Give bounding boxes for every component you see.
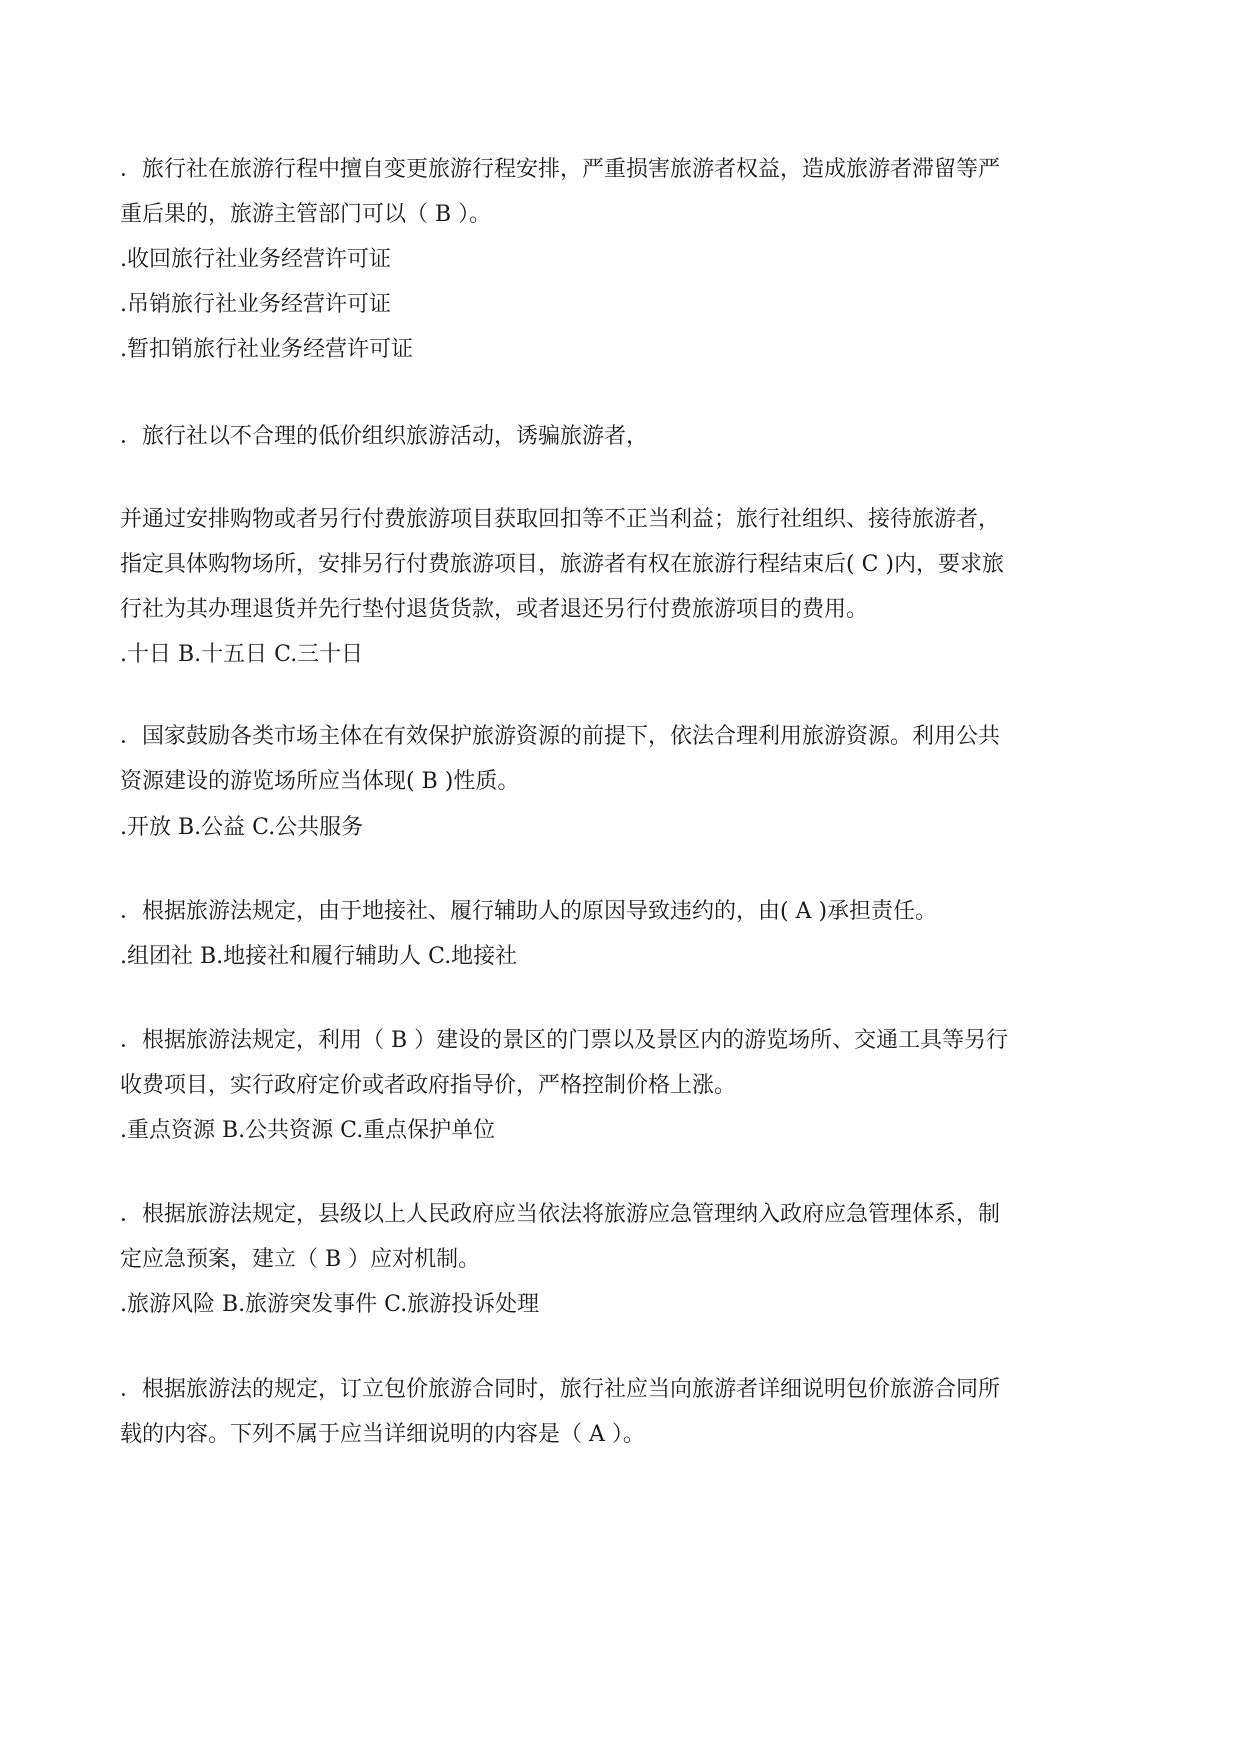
question-5-stem-line-2: 收费项目，实行政府定价或者政府指导价，严格控制价格上涨。 bbox=[120, 1073, 737, 1098]
question-4-options: .组团社 B.地接社和履行辅助人 C.地接社 bbox=[120, 944, 518, 969]
question-2-stem-line-1: ．旅行社以不合理的低价组织旅游活动，诱骗旅游者， bbox=[120, 424, 649, 449]
question-1-stem-line-1: ．旅行社在旅游行程中擅自变更旅游行程安排，严重损害旅游者权益，造成旅游者滞留等严 bbox=[120, 157, 1001, 182]
question-1-option-b: .吊销旅行社业务经营许可证 bbox=[120, 292, 391, 317]
question-1-option-a: .收回旅行社业务经营许可证 bbox=[120, 247, 391, 272]
question-7-stem-line-2: 载的内容。下列不属于应当详细说明的内容是（ A ）。 bbox=[120, 1422, 645, 1447]
question-3-stem-line-2: 资源建设的游览场所应当体现( B )性质。 bbox=[120, 769, 520, 794]
question-1-option-c: .暂扣销旅行社业务经营许可证 bbox=[120, 337, 413, 362]
question-1-stem-line-2: 重后果的，旅游主管部门可以（ B ）。 bbox=[120, 202, 492, 227]
question-2-options: .十日 B.十五日 C.三十日 bbox=[120, 642, 364, 667]
question-7-stem-line-1: ．根据旅游法的规定，订立包价旅游合同时，旅行社应当向旅游者详细说明包价旅游合同所 bbox=[120, 1377, 1001, 1402]
question-2-stem-line-4: 行社为其办理退货并先行垫付退货货款，或者退还另行付费旅游项目的费用。 bbox=[120, 597, 869, 622]
question-4-stem-line-1: ．根据旅游法规定，由于地接社、履行辅助人的原因导致违约的，由( A )承担责任。 bbox=[120, 899, 938, 924]
question-6-options: .旅游风险 B.旅游突发事件 C.旅游投诉处理 bbox=[120, 1292, 540, 1317]
question-5-stem-line-1: ．根据旅游法规定，利用（ B ）建设的景区的门票以及景区内的游览场所、交通工具等另行 bbox=[120, 1028, 1009, 1053]
question-5-options: .重点资源 B.公共资源 C.重点保护单位 bbox=[120, 1118, 496, 1143]
question-6-stem-line-1: ．根据旅游法规定，县级以上人民政府应当依法将旅游应急管理纳入政府应急管理体系，制 bbox=[120, 1202, 1001, 1227]
question-2-stem-line-2: 并通过安排购物或者另行付费旅游项目获取回扣等不正当利益；旅行社组织、接待旅游者， bbox=[120, 507, 1001, 532]
question-2-stem-line-3: 指定具体购物场所，安排另行付费旅游项目，旅游者有权在旅游行程结束后( C )内，要求旅 bbox=[120, 552, 1004, 577]
question-3-options: .开放 B.公益 C.公共服务 bbox=[120, 815, 364, 840]
question-3-stem-line-1: ．国家鼓励各类市场主体在有效保护旅游资源的前提下，依法合理利用旅游资源。利用公共 bbox=[120, 724, 1001, 749]
question-6-stem-line-2: 定应急预案，建立（ B ）应对机制。 bbox=[120, 1247, 481, 1272]
